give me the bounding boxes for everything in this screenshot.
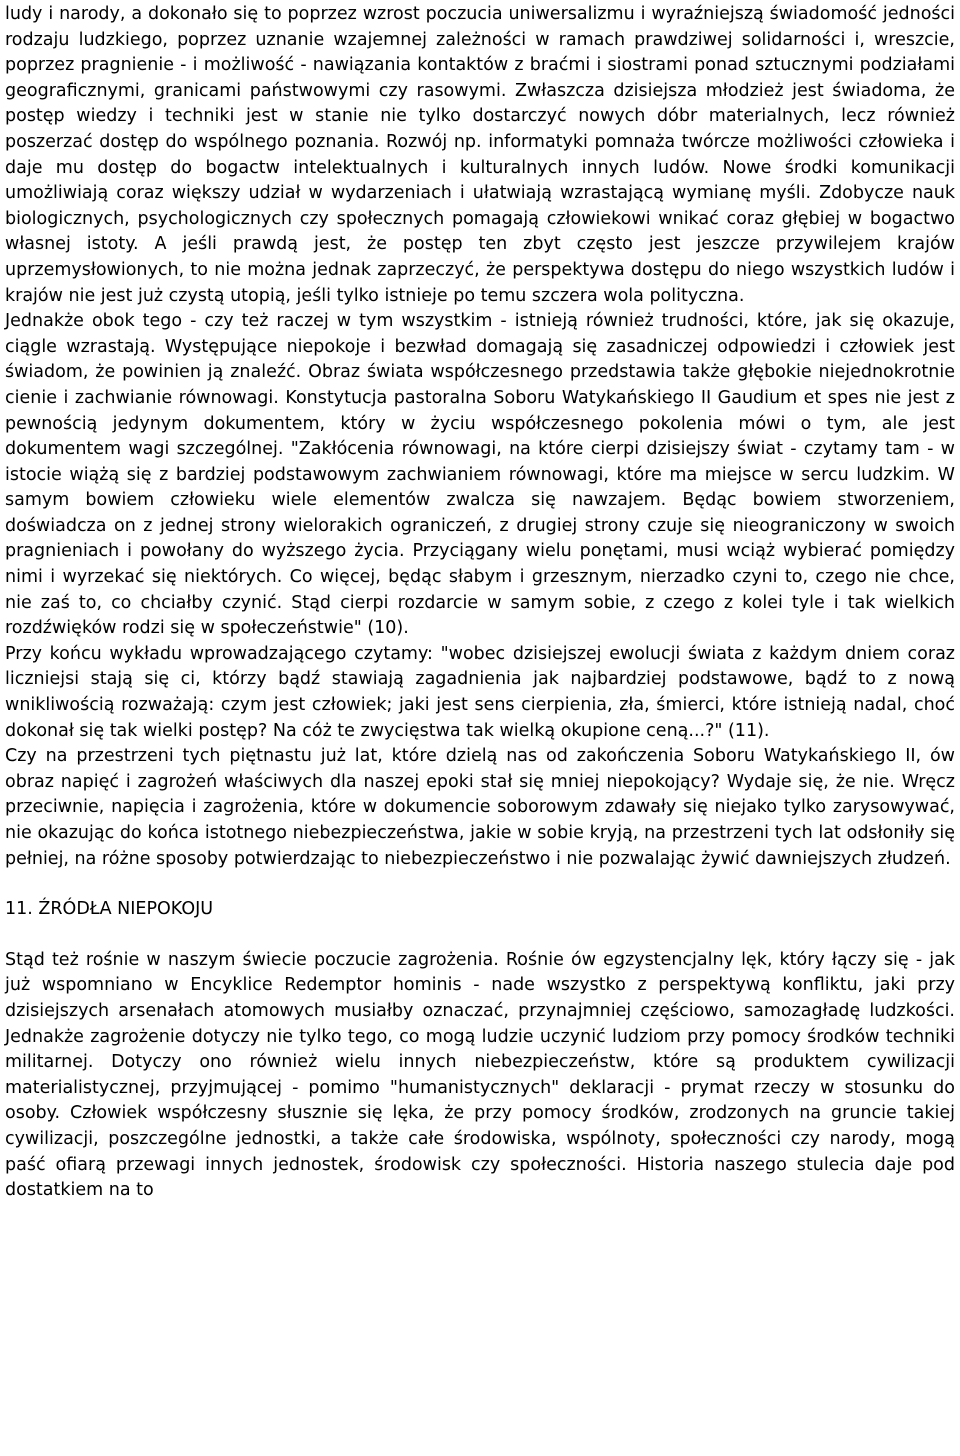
paragraph-3: Przy końcu wykładu wprowadzającego czytamy: "wobec dzisiejszej ewolucji świata z każdym dniem coraz liczniejsi stają się ci, którzy bądź stawiają zagadnienia jak najbardziej podstawowe, bądź to z nową wnikliwością rozważają: czym jest człowiek; jaki jest sens cierpienia, zła, śmierci, które istnieją nadal, choć dokonał się tak wielki postęp? Na cóż te zwycięstwa tak wielką okupione ceną...?" (11).: [5, 643, 955, 741]
section-heading: 11. ŹRÓDŁA NIEPOKOJU: [5, 899, 214, 920]
paragraph-1: ludy i narody, a dokonało się to poprzez wzrost poczucia uniwersalizmu i wyraźniejszą świadomość jedności rodzaju ludzkiego, poprzez uznanie wzajemnej zależności w ramach prawdziwej solidarności i, wreszcie, poprzez pragnienie - i możliwość - nawiązania kontaktów z braćmi i siostrami ponad sztucznymi podziałami geograficznymi, granicami państwowymi czy rasowymi. Zwłaszcza dzisiejsza młodzież jest świadoma, że postęp wiedzy i techniki jest w stanie nie tylko dostarczyć nowych dóbr materialnych, lecz również poszerzać dostęp do wspólnego poznania. Rozwój np. informatyki pomnaża twórcze możliwości człowieka i daje mu dostęp do bogactw intelektualnych i kulturalnych innych ludów. Nowe środki komunikacji umożliwiają coraz większy udział w wydarzeniach i ułatwiają wzrastającą wymianę myśli. Zdobycze nauk biologicznych, psychologicznych czy społecznych pomagają człowiekowi wnikać coraz głębiej w bogactwo własnej istoty. A jeśli prawdą jest, że postęp ten zbyt często jest jeszcze przywilejem krajów uprzemysłowionych, to nie można jednak zaprzeczyć, że perspektywa dostępu do niego wszystkich ludów i krajów nie jest już czystą utopią, jeśli tylko istnieje po temu szczera wola polityczna.: [5, 4, 955, 306]
body-text: [5, 2, 955, 872]
section-paragraph: Stąd też rośnie w naszym świecie poczucie zagrożenia. Rośnie ów egzystencjalny lęk, który łączy się - jak już wspomniano w Encyklice Redemptor hominis - nade wszystko z perspektywą konfliktu, jaki przy dzisiejszych arsenałach atomowych musiałby oznaczać, przynajmniej częściowo, samozagładę ludzkości. Jednakże zagrożenie dotyczy nie tylko tego, co mogą ludzie uczynić ludziom przy pomocy środków techniki militarnej. Dotyczy ono również wielu innych niebezpieczeństw, które są produktem cywilizacji materialistycznej, przyjmującej - pomimo "humanistycznych" deklaracji - prymat rzeczy w stosunku do osoby. Człowiek współczesny słusznie się lęka, że przy pomocy środków, zrodzonych na gruncie takiej cywilizacji, poszczególne jednostki, a także całe środowiska, wspólnoty, społeczności czy narody, mogą paść ofiarą przewagi innych jednostek, środowisk czy społeczności. Historia naszego stulecia daje pod dostatkiem na to: [5, 949, 955, 1201]
paragraph-4: Czy na przestrzeni tych piętnastu już lat, które dzielą nas od zakończenia Soboru Watykańskiego II, ów obraz napięć i zagrożeń właściwych dla naszej epoki stał się mniej niepokojący? Wydaje się, że nie. Wręcz przeciwnie, napięcia i zagrożenia, które w dokumencie soborowym zdawały się niejako tylko zarysowywać, nie okazując do końca istotnego niebezpieczeństwa, jakie w sobie kryją, na przestrzeni tych lat odsłoniły się pełniej, na różne sposoby potwierdzając to niebezpieczeństwo i nie pozwalając żywić dawniejszych złudzeń.: [5, 746, 955, 869]
paragraph-2: Jednakże obok tego - czy też raczej w tym wszystkim - istnieją również trudności, które, jak się okazuje, ciągle wzrastają. Występujące niepokoje i bezwład domagają się zasadniczej odpowiedzi i człowiek jest świadom, że powinien ją znaleźć. Obraz świata współczesnego przedstawia także głębokie niejednokrotnie cienie i zachwianie równowagi. Konstytucja pastoralna Soboru Watykańskiego II Gaudium et spes nie jest z pewnością jedynym dokumentem, który w życiu współczesnego pokolenia mówi o tym, ale jest dokumentem wagi szczególnej. "Zakłócenia równowagi, na które cierpi dzisiejszy świat - czytamy tam - w istocie wiążą się z bardziej podstawowym zachwianiem równowagi, które ma miejsce w sercu ludzkim. W samym bowiem człowieku wiele elementów zwalcza się nawzajem. Będąc bowiem stworzeniem, doświadcza on z jednej strony wielorakich ograniczeń, z drugiej strony czuje się nieograniczony w swoich pragnieniach i powołany do wyższego życia. Przyciągany wielu ponętami, musi wciąż wybierać pomiędzy nimi i wyrzekać się niektórych. Co więcej, będąc słabym i grzesznym, nierzadko czyni to, czego nie chce, nie zaś to, co chciałby czynić. Stąd cierpi rozdarcie w samym sobie, z czego z kolei tyle i tak wielkich rozdźwięków rodzi się w społeczeństwie" (10).: [5, 311, 955, 639]
